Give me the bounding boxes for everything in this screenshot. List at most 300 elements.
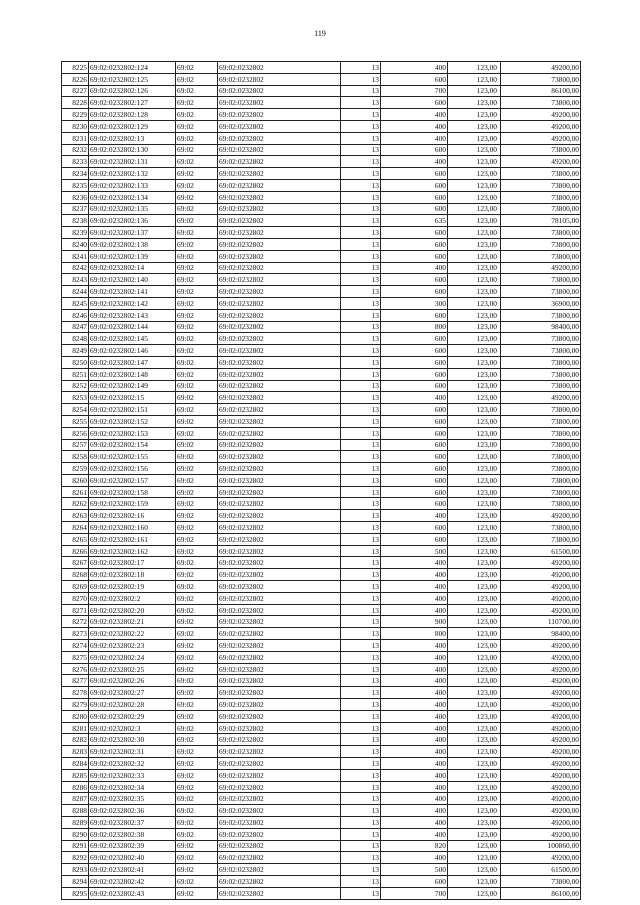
- row-number-cell: 8280: [62, 710, 89, 722]
- rate-value-cell: 123,00: [448, 616, 501, 628]
- rate-value-cell: 123,00: [448, 439, 501, 451]
- quarter-code-cell: 69:02:0232802: [218, 687, 341, 699]
- zone-code-cell: 13: [341, 345, 381, 357]
- cost-value-cell: 73800,00: [501, 522, 581, 534]
- cost-value-cell: 73800,00: [501, 309, 581, 321]
- zone-code-cell: 13: [341, 321, 381, 333]
- district-code-cell: 69:02: [176, 156, 218, 168]
- cadastral-number-cell: 69:02:0232802:19: [89, 581, 176, 593]
- table-row: [62, 120, 581, 132]
- zone-code-cell: 13: [341, 498, 381, 510]
- cadastral-number-cell: 69:02:0232802:25: [89, 663, 176, 675]
- district-code-cell: 69:02: [176, 262, 218, 274]
- quarter-code-cell: 69:02:0232802: [218, 356, 341, 368]
- area-value-cell: 600: [381, 356, 448, 368]
- cadastral-number-cell: 69:02:0232802:126: [89, 85, 176, 97]
- zone-code-cell: 13: [341, 132, 381, 144]
- quarter-code-cell: 69:02:0232802: [218, 769, 341, 781]
- zone-code-cell: 13: [341, 203, 381, 215]
- quarter-code-cell: 69:02:0232802: [218, 120, 341, 132]
- district-code-cell: 69:02: [176, 510, 218, 522]
- district-code-cell: 69:02: [176, 887, 218, 899]
- cost-value-cell: 73800,00: [501, 238, 581, 250]
- quarter-code-cell: 69:02:0232802: [218, 415, 341, 427]
- area-value-cell: 600: [381, 522, 448, 534]
- cadastral-number-cell: 69:02:0232802:16: [89, 510, 176, 522]
- rate-value-cell: 123,00: [448, 215, 501, 227]
- zone-code-cell: 13: [341, 380, 381, 392]
- quarter-code-cell: 69:02:0232802: [218, 427, 341, 439]
- table-row: [62, 592, 581, 604]
- table-row: [62, 392, 581, 404]
- rate-value-cell: 123,00: [448, 250, 501, 262]
- cost-value-cell: 49200,00: [501, 675, 581, 687]
- area-value-cell: 600: [381, 238, 448, 250]
- area-value-cell: 600: [381, 474, 448, 486]
- district-code-cell: 69:02: [176, 356, 218, 368]
- rate-value-cell: 123,00: [448, 227, 501, 239]
- zone-code-cell: 13: [341, 533, 381, 545]
- row-number-cell: 8237: [62, 203, 89, 215]
- district-code-cell: 69:02: [176, 191, 218, 203]
- table-row: [62, 769, 581, 781]
- rate-value-cell: 123,00: [448, 144, 501, 156]
- rate-value-cell: 123,00: [448, 286, 501, 298]
- quarter-code-cell: 69:02:0232802: [218, 781, 341, 793]
- table-row: [62, 604, 581, 616]
- rate-value-cell: 123,00: [448, 533, 501, 545]
- area-value-cell: 400: [381, 852, 448, 864]
- cadastral-number-cell: 69:02:0232802:157: [89, 474, 176, 486]
- area-value-cell: 600: [381, 168, 448, 180]
- quarter-code-cell: 69:02:0232802: [218, 380, 341, 392]
- row-number-cell: 8251: [62, 368, 89, 380]
- table-row: [62, 533, 581, 545]
- zone-code-cell: 13: [341, 85, 381, 97]
- rate-value-cell: 123,00: [448, 274, 501, 286]
- district-code-cell: 69:02: [176, 805, 218, 817]
- cadastral-number-cell: 69:02:0232802:160: [89, 522, 176, 534]
- quarter-code-cell: 69:02:0232802: [218, 179, 341, 191]
- rate-value-cell: 123,00: [448, 793, 501, 805]
- table-row: [62, 663, 581, 675]
- rate-value-cell: 123,00: [448, 451, 501, 463]
- district-code-cell: 69:02: [176, 498, 218, 510]
- table-row: [62, 262, 581, 274]
- quarter-code-cell: 69:02:0232802: [218, 321, 341, 333]
- rate-value-cell: 123,00: [448, 840, 501, 852]
- quarter-code-cell: 69:02:0232802: [218, 545, 341, 557]
- zone-code-cell: 13: [341, 439, 381, 451]
- area-value-cell: 400: [381, 769, 448, 781]
- cost-value-cell: 73800,00: [501, 356, 581, 368]
- quarter-code-cell: 69:02:0232802: [218, 109, 341, 121]
- cost-value-cell: 73800,00: [501, 498, 581, 510]
- district-code-cell: 69:02: [176, 109, 218, 121]
- row-number-cell: 8265: [62, 533, 89, 545]
- area-value-cell: 600: [381, 144, 448, 156]
- area-value-cell: 600: [381, 463, 448, 475]
- rate-value-cell: 123,00: [448, 309, 501, 321]
- table-row: [62, 887, 581, 899]
- row-number-cell: 8290: [62, 828, 89, 840]
- table-row: [62, 309, 581, 321]
- area-value-cell: 400: [381, 710, 448, 722]
- zone-code-cell: 13: [341, 722, 381, 734]
- cadastral-number-cell: 69:02:0232802:3: [89, 722, 176, 734]
- table-row: [62, 368, 581, 380]
- rate-value-cell: 123,00: [448, 628, 501, 640]
- table-row: [62, 486, 581, 498]
- district-code-cell: 69:02: [176, 852, 218, 864]
- rate-value-cell: 123,00: [448, 262, 501, 274]
- rate-value-cell: 123,00: [448, 415, 501, 427]
- rate-value-cell: 123,00: [448, 781, 501, 793]
- table-row: [62, 675, 581, 687]
- district-code-cell: 69:02: [176, 581, 218, 593]
- zone-code-cell: 13: [341, 651, 381, 663]
- row-number-cell: 8291: [62, 840, 89, 852]
- area-value-cell: 600: [381, 250, 448, 262]
- rate-value-cell: 123,00: [448, 345, 501, 357]
- cost-value-cell: 73800,00: [501, 333, 581, 345]
- district-code-cell: 69:02: [176, 710, 218, 722]
- quarter-code-cell: 69:02:0232802: [218, 345, 341, 357]
- table-row: [62, 699, 581, 711]
- zone-code-cell: 13: [341, 758, 381, 770]
- zone-code-cell: 13: [341, 191, 381, 203]
- table-row: [62, 203, 581, 215]
- cadastral-number-cell: 69:02:0232802:38: [89, 828, 176, 840]
- cadastral-number-cell: 69:02:0232802:130: [89, 144, 176, 156]
- area-value-cell: 600: [381, 380, 448, 392]
- quarter-code-cell: 69:02:0232802: [218, 604, 341, 616]
- district-code-cell: 69:02: [176, 675, 218, 687]
- district-code-cell: 69:02: [176, 651, 218, 663]
- rate-value-cell: 123,00: [448, 427, 501, 439]
- row-number-cell: 8283: [62, 746, 89, 758]
- zone-code-cell: 13: [341, 427, 381, 439]
- rate-value-cell: 123,00: [448, 191, 501, 203]
- row-number-cell: 8230: [62, 120, 89, 132]
- quarter-code-cell: 69:02:0232802: [218, 274, 341, 286]
- district-code-cell: 69:02: [176, 439, 218, 451]
- cost-value-cell: 49200,00: [501, 569, 581, 581]
- rate-value-cell: 123,00: [448, 333, 501, 345]
- cost-value-cell: 73800,00: [501, 345, 581, 357]
- cost-value-cell: 49200,00: [501, 592, 581, 604]
- cadastral-number-cell: 69:02:0232802:158: [89, 486, 176, 498]
- cost-value-cell: 49200,00: [501, 793, 581, 805]
- zone-code-cell: 13: [341, 628, 381, 640]
- zone-code-cell: 13: [341, 734, 381, 746]
- quarter-code-cell: 69:02:0232802: [218, 533, 341, 545]
- table-row: [62, 274, 581, 286]
- table-row: [62, 793, 581, 805]
- cadastral-number-cell: 69:02:0232802:156: [89, 463, 176, 475]
- zone-code-cell: 13: [341, 604, 381, 616]
- table-row: [62, 191, 581, 203]
- row-number-cell: 8276: [62, 663, 89, 675]
- area-value-cell: 400: [381, 651, 448, 663]
- rate-value-cell: 123,00: [448, 85, 501, 97]
- cadastral-number-cell: 69:02:0232802:129: [89, 120, 176, 132]
- quarter-code-cell: 69:02:0232802: [218, 651, 341, 663]
- district-code-cell: 69:02: [176, 427, 218, 439]
- rate-value-cell: 123,00: [448, 805, 501, 817]
- row-number-cell: 8278: [62, 687, 89, 699]
- district-code-cell: 69:02: [176, 203, 218, 215]
- quarter-code-cell: 69:02:0232802: [218, 805, 341, 817]
- cadastral-number-cell: 69:02:0232802:41: [89, 864, 176, 876]
- area-value-cell: 400: [381, 817, 448, 829]
- table-row: [62, 62, 581, 74]
- rate-value-cell: 123,00: [448, 380, 501, 392]
- cadastral-number-cell: 69:02:0232802:27: [89, 687, 176, 699]
- district-code-cell: 69:02: [176, 404, 218, 416]
- row-number-cell: 8273: [62, 628, 89, 640]
- cadastral-number-cell: 69:02:0232802:21: [89, 616, 176, 628]
- cadastral-number-cell: 69:02:0232802:141: [89, 286, 176, 298]
- area-value-cell: 400: [381, 592, 448, 604]
- area-value-cell: 800: [381, 628, 448, 640]
- row-number-cell: 8245: [62, 297, 89, 309]
- area-value-cell: 400: [381, 262, 448, 274]
- zone-code-cell: 13: [341, 274, 381, 286]
- row-number-cell: 8226: [62, 73, 89, 85]
- cost-value-cell: 73800,00: [501, 875, 581, 887]
- quarter-code-cell: 69:02:0232802: [218, 616, 341, 628]
- zone-code-cell: 13: [341, 557, 381, 569]
- quarter-code-cell: 69:02:0232802: [218, 569, 341, 581]
- rate-value-cell: 123,00: [448, 828, 501, 840]
- cadastral-number-cell: 69:02:0232802:42: [89, 875, 176, 887]
- cost-value-cell: 49200,00: [501, 132, 581, 144]
- table-row: [62, 581, 581, 593]
- cadastral-number-cell: 69:02:0232802:128: [89, 109, 176, 121]
- cost-value-cell: 49200,00: [501, 392, 581, 404]
- district-code-cell: 69:02: [176, 769, 218, 781]
- cadastral-number-cell: 69:02:0232802:17: [89, 557, 176, 569]
- quarter-code-cell: 69:02:0232802: [218, 840, 341, 852]
- quarter-code-cell: 69:02:0232802: [218, 875, 341, 887]
- area-value-cell: 400: [381, 132, 448, 144]
- row-number-cell: 8284: [62, 758, 89, 770]
- cost-value-cell: 49200,00: [501, 663, 581, 675]
- cadastral-number-cell: 69:02:0232802:137: [89, 227, 176, 239]
- rate-value-cell: 123,00: [448, 522, 501, 534]
- cadastral-number-cell: 69:02:0232802:161: [89, 533, 176, 545]
- zone-code-cell: 13: [341, 333, 381, 345]
- district-code-cell: 69:02: [176, 828, 218, 840]
- quarter-code-cell: 69:02:0232802: [218, 297, 341, 309]
- district-code-cell: 69:02: [176, 604, 218, 616]
- area-value-cell: 400: [381, 510, 448, 522]
- quarter-code-cell: 69:02:0232802: [218, 628, 341, 640]
- cadastral-number-cell: 69:02:0232802:2: [89, 592, 176, 604]
- table-row: [62, 250, 581, 262]
- district-code-cell: 69:02: [176, 120, 218, 132]
- cost-value-cell: 61500,00: [501, 545, 581, 557]
- zone-code-cell: 13: [341, 852, 381, 864]
- cost-value-cell: 73800,00: [501, 474, 581, 486]
- row-number-cell: 8250: [62, 356, 89, 368]
- rate-value-cell: 123,00: [448, 852, 501, 864]
- row-number-cell: 8243: [62, 274, 89, 286]
- quarter-code-cell: 69:02:0232802: [218, 262, 341, 274]
- area-value-cell: 400: [381, 805, 448, 817]
- district-code-cell: 69:02: [176, 297, 218, 309]
- row-number-cell: 8242: [62, 262, 89, 274]
- zone-code-cell: 13: [341, 215, 381, 227]
- quarter-code-cell: 69:02:0232802: [218, 439, 341, 451]
- quarter-code-cell: 69:02:0232802: [218, 864, 341, 876]
- rate-value-cell: 123,00: [448, 746, 501, 758]
- cadastral-number-cell: 69:02:0232802:20: [89, 604, 176, 616]
- row-number-cell: 8285: [62, 769, 89, 781]
- cost-value-cell: 86100,00: [501, 85, 581, 97]
- quarter-code-cell: 69:02:0232802: [218, 675, 341, 687]
- cadastral-number-cell: 69:02:0232802:32: [89, 758, 176, 770]
- area-value-cell: 400: [381, 109, 448, 121]
- area-value-cell: 600: [381, 333, 448, 345]
- cost-value-cell: 78105,00: [501, 215, 581, 227]
- row-number-cell: 8277: [62, 675, 89, 687]
- quarter-code-cell: 69:02:0232802: [218, 168, 341, 180]
- rate-value-cell: 123,00: [448, 604, 501, 616]
- table-row: [62, 97, 581, 109]
- zone-code-cell: 13: [341, 262, 381, 274]
- cost-value-cell: 73800,00: [501, 533, 581, 545]
- cadastral-number-cell: 69:02:0232802:134: [89, 191, 176, 203]
- quarter-code-cell: 69:02:0232802: [218, 557, 341, 569]
- cost-value-cell: 73800,00: [501, 380, 581, 392]
- rate-value-cell: 123,00: [448, 132, 501, 144]
- table-row: [62, 427, 581, 439]
- cadastral-number-cell: 69:02:0232802:29: [89, 710, 176, 722]
- area-value-cell: 600: [381, 97, 448, 109]
- cadastral-number-cell: 69:02:0232802:127: [89, 97, 176, 109]
- rate-value-cell: 123,00: [448, 545, 501, 557]
- rate-value-cell: 123,00: [448, 734, 501, 746]
- district-code-cell: 69:02: [176, 238, 218, 250]
- zone-code-cell: 13: [341, 227, 381, 239]
- table-row: [62, 710, 581, 722]
- quarter-code-cell: 69:02:0232802: [218, 817, 341, 829]
- zone-code-cell: 13: [341, 687, 381, 699]
- area-value-cell: 600: [381, 451, 448, 463]
- area-value-cell: 400: [381, 569, 448, 581]
- row-number-cell: 8238: [62, 215, 89, 227]
- zone-code-cell: 13: [341, 699, 381, 711]
- rate-value-cell: 123,00: [448, 817, 501, 829]
- row-number-cell: 8260: [62, 474, 89, 486]
- row-number-cell: 8263: [62, 510, 89, 522]
- area-value-cell: 400: [381, 62, 448, 74]
- area-value-cell: 600: [381, 875, 448, 887]
- quarter-code-cell: 69:02:0232802: [218, 286, 341, 298]
- area-value-cell: 700: [381, 887, 448, 899]
- quarter-code-cell: 69:02:0232802: [218, 238, 341, 250]
- district-code-cell: 69:02: [176, 687, 218, 699]
- cadastral-number-cell: 69:02:0232802:153: [89, 427, 176, 439]
- area-value-cell: 400: [381, 581, 448, 593]
- quarter-code-cell: 69:02:0232802: [218, 368, 341, 380]
- row-number-cell: 8272: [62, 616, 89, 628]
- table-row: [62, 333, 581, 345]
- cadastral-number-cell: 69:02:0232802:34: [89, 781, 176, 793]
- table-row: [62, 628, 581, 640]
- cost-value-cell: 49200,00: [501, 262, 581, 274]
- cost-value-cell: 49200,00: [501, 746, 581, 758]
- cost-value-cell: 73800,00: [501, 439, 581, 451]
- zone-code-cell: 13: [341, 817, 381, 829]
- cadastral-number-cell: 69:02:0232802:147: [89, 356, 176, 368]
- cadastral-number-cell: 69:02:0232802:146: [89, 345, 176, 357]
- quarter-code-cell: 69:02:0232802: [218, 309, 341, 321]
- district-code-cell: 69:02: [176, 864, 218, 876]
- table-row: [62, 828, 581, 840]
- district-code-cell: 69:02: [176, 286, 218, 298]
- row-number-cell: 8268: [62, 569, 89, 581]
- row-number-cell: 8241: [62, 250, 89, 262]
- zone-code-cell: 13: [341, 451, 381, 463]
- row-number-cell: 8295: [62, 887, 89, 899]
- table-row: [62, 73, 581, 85]
- district-code-cell: 69:02: [176, 722, 218, 734]
- cost-value-cell: 73800,00: [501, 191, 581, 203]
- cadastral-number-cell: 69:02:0232802:24: [89, 651, 176, 663]
- area-value-cell: 400: [381, 828, 448, 840]
- row-number-cell: 8267: [62, 557, 89, 569]
- zone-code-cell: 13: [341, 864, 381, 876]
- quarter-code-cell: 69:02:0232802: [218, 592, 341, 604]
- row-number-cell: 8227: [62, 85, 89, 97]
- table-row: [62, 451, 581, 463]
- table-row: [62, 109, 581, 121]
- row-number-cell: 8271: [62, 604, 89, 616]
- cost-value-cell: 73800,00: [501, 97, 581, 109]
- zone-code-cell: 13: [341, 297, 381, 309]
- quarter-code-cell: 69:02:0232802: [218, 640, 341, 652]
- area-value-cell: 600: [381, 486, 448, 498]
- cost-value-cell: 73800,00: [501, 274, 581, 286]
- cost-value-cell: 61500,00: [501, 864, 581, 876]
- area-value-cell: 600: [381, 274, 448, 286]
- rate-value-cell: 123,00: [448, 168, 501, 180]
- cost-value-cell: 49200,00: [501, 604, 581, 616]
- quarter-code-cell: 69:02:0232802: [218, 581, 341, 593]
- row-number-cell: 8292: [62, 852, 89, 864]
- zone-code-cell: 13: [341, 404, 381, 416]
- district-code-cell: 69:02: [176, 746, 218, 758]
- zone-code-cell: 13: [341, 463, 381, 475]
- cost-value-cell: 73800,00: [501, 286, 581, 298]
- cadastral-number-cell: 69:02:0232802:139: [89, 250, 176, 262]
- quarter-code-cell: 69:02:0232802: [218, 132, 341, 144]
- cadastral-number-cell: 69:02:0232802:18: [89, 569, 176, 581]
- district-code-cell: 69:02: [176, 144, 218, 156]
- rate-value-cell: 123,00: [448, 62, 501, 74]
- rate-value-cell: 123,00: [448, 203, 501, 215]
- row-number-cell: 8235: [62, 179, 89, 191]
- quarter-code-cell: 69:02:0232802: [218, 156, 341, 168]
- row-number-cell: 8274: [62, 640, 89, 652]
- quarter-code-cell: 69:02:0232802: [218, 758, 341, 770]
- cadastral-number-cell: 69:02:0232802:43: [89, 887, 176, 899]
- zone-code-cell: 13: [341, 805, 381, 817]
- area-value-cell: 400: [381, 722, 448, 734]
